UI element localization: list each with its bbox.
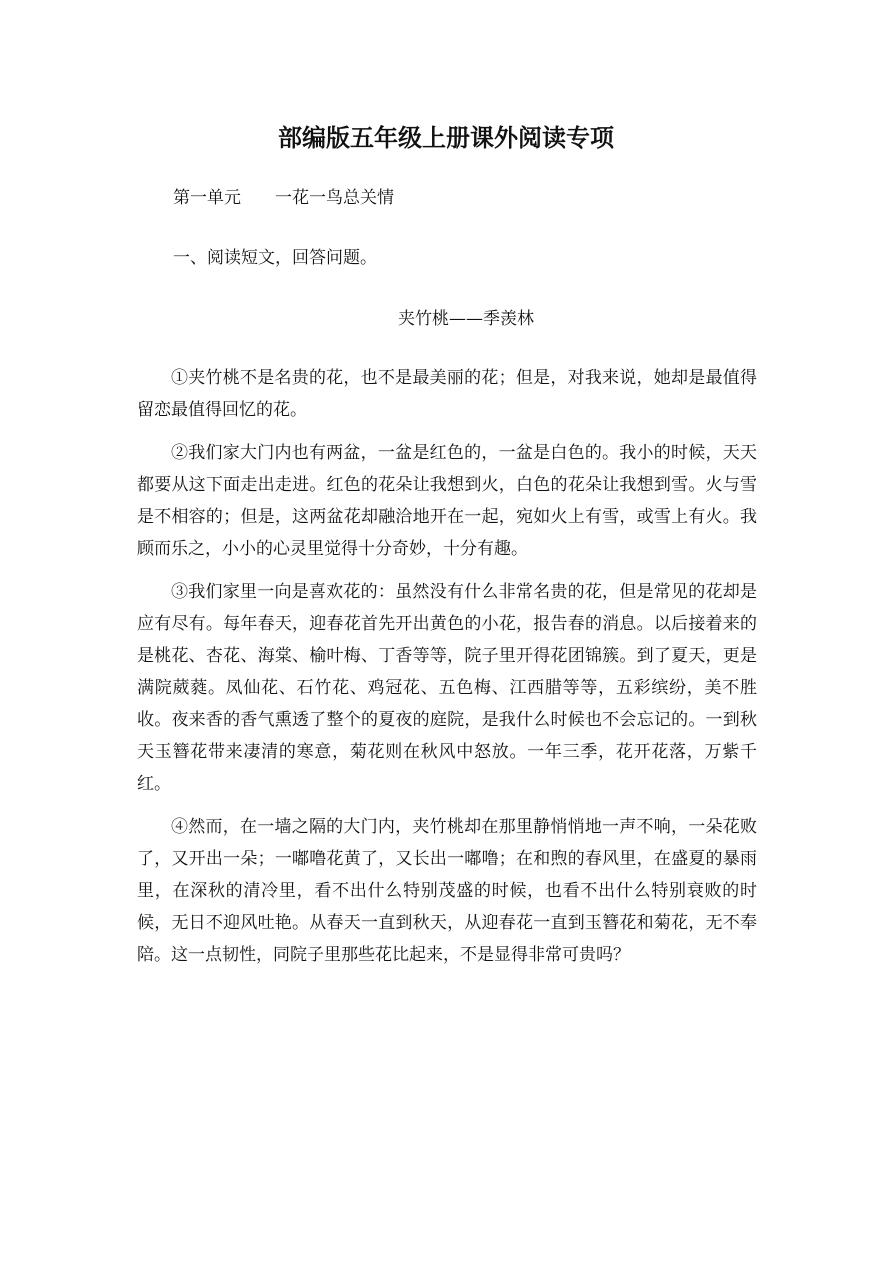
reading-instruction: 一、阅读短文，回答问题。	[173, 248, 377, 268]
document-title: 部编版五年级上册课外阅读专项	[278, 123, 614, 152]
article-paragraph: ①夹竹桃不是名贵的花，也不是最美丽的花；但是，对我来说，她却是最值得留恋最值得回忆的花。	[137, 368, 757, 420]
article-paragraph: ④然而，在一墙之隔的大门内，夹竹桃却在那里静悄悄地一声不响，一朵花败了，又开出一朵；一嘟噜花黄了，又长出一嘟噜；在和煦的春风里，在盛夏的暴雨里，在深秋的清冷里，看不出什么特别茂盛的时候，也看不出什么特别衰败的时候，无日不迎风吐艳。从春天一直到秋天，从迎春花一直到玉簪花和菊花，无不奉陪。这一点韧性，同院子里那些花比起来，不是显得非常可贵吗？	[137, 817, 757, 965]
unit-number: 第一单元	[173, 188, 241, 208]
article-body	[137, 362, 757, 982]
article-paragraph: ②我们家大门内也有两盆，一盆是红色的，一盆是白色的。我小的时候，天天都要从这下面走出走进。红色的花朵让我想到火，白色的花朵让我想到雪。火与雪是不相容的；但是，这两盆花却融洽地开在一起，宛如火上有雪，或雪上有火。我顾而乐之，小小的心灵里觉得十分奇妙，十分有趣。	[137, 443, 757, 559]
article-paragraph: ③我们家里一向是喜欢花的：虽然没有什么非常名贵的花，但是常见的花却是应有尽有。每年春天，迎春花首先开出黄色的小花，报告春的消息。以后接着来的是桃花、杏花、海棠、榆叶梅、丁香等等，院子里开得花团锦簇。到了夏天，更是满院葳蕤。凤仙花、石竹花、鸡冠花、五色梅、江西腊等等，五彩缤纷，美不胜收。夜来香的香气熏透了整个的夏夜的庭院，是我什么时候也不会忘记的。一到秋天玉簪花带来凄清的寒意，菊花则在秋风中怒放。一年三季，花开花落，万紫千红。	[137, 582, 757, 794]
unit-heading	[173, 184, 394, 212]
unit-theme: 一花一鸟总关情	[275, 188, 394, 208]
article-title: 夹竹桃——季羡林	[398, 309, 534, 329]
